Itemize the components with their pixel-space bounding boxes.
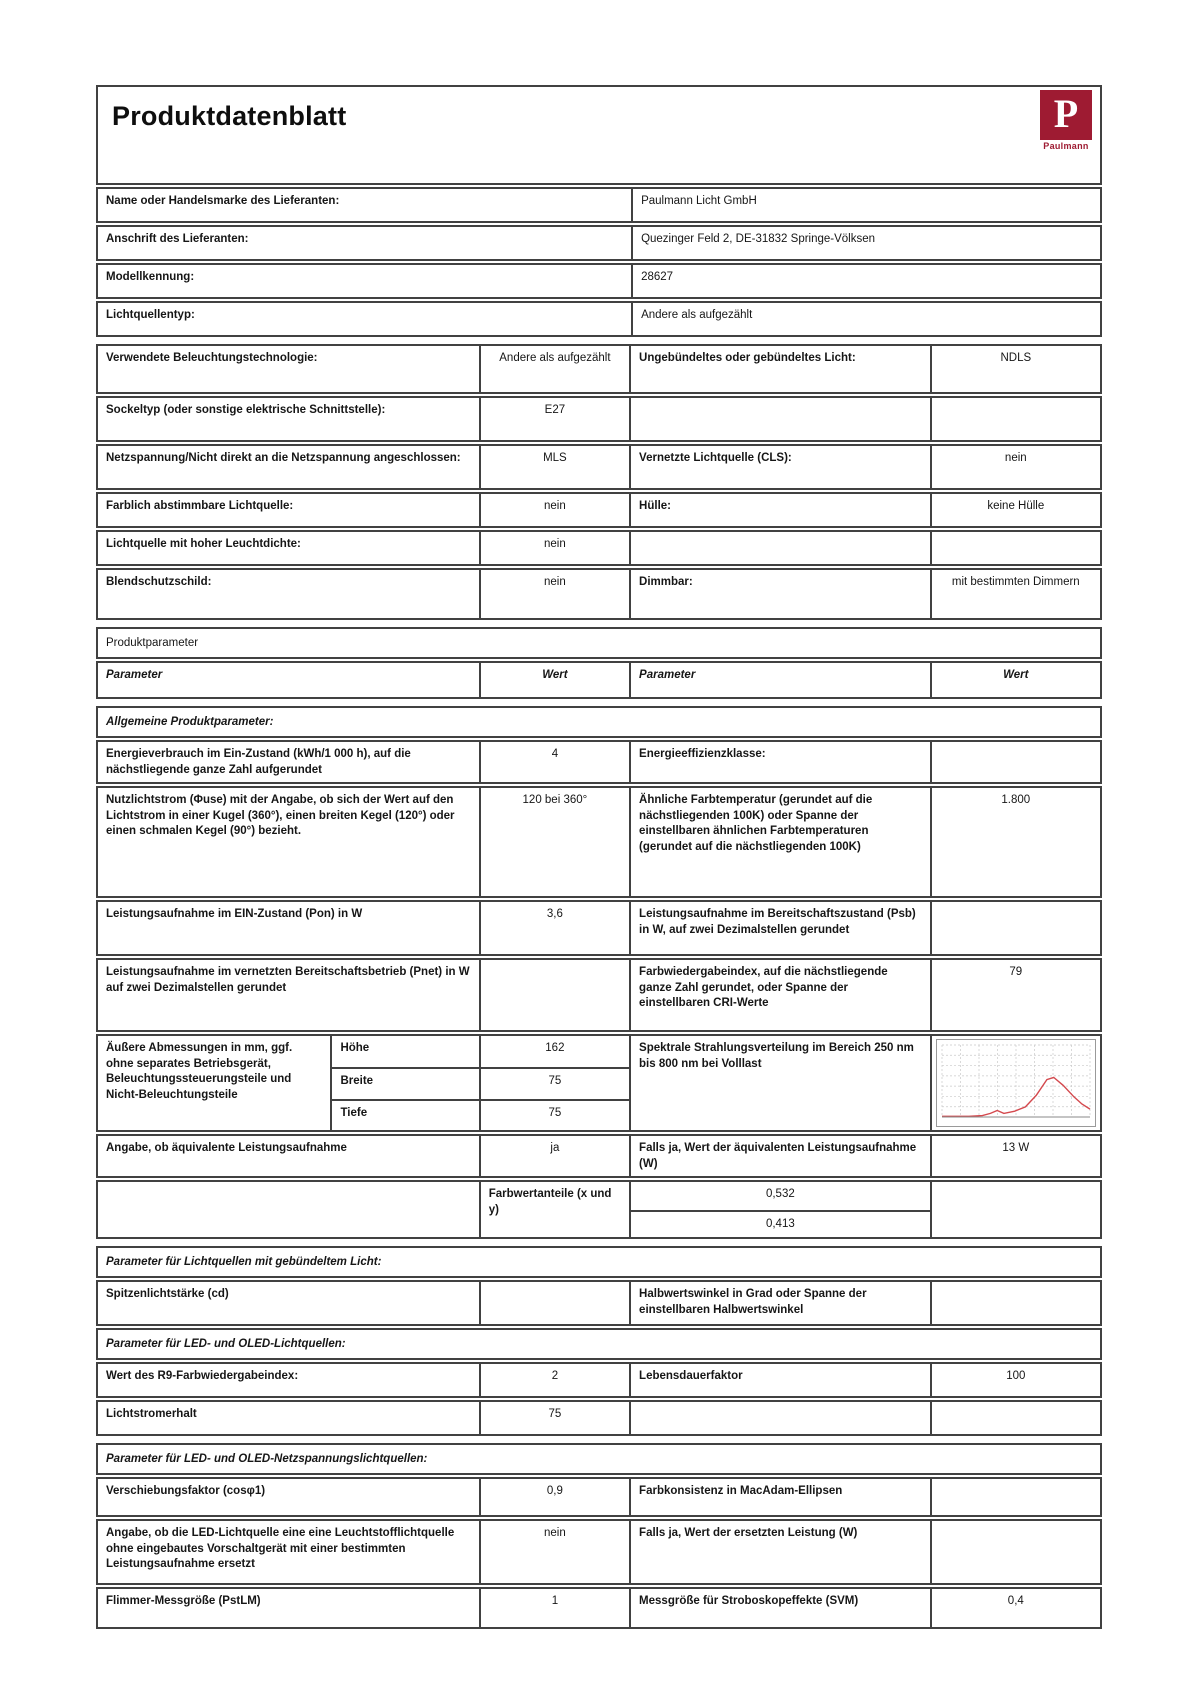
color-tunable-label: Farblich abstimmbare Lichtquelle: bbox=[106, 500, 294, 512]
peak-intensity-value bbox=[479, 1282, 629, 1324]
empty-cell bbox=[98, 1182, 479, 1237]
dimension-names bbox=[330, 1036, 478, 1130]
row-lumen-maintenance bbox=[96, 1400, 1102, 1436]
equivalent-power-label: Falls ja, Wert der äquivalenten Leistungsaufnahme (W) bbox=[629, 1136, 930, 1176]
connected-lightsource-value: nein bbox=[930, 446, 1100, 488]
color-consistency-value bbox=[930, 1479, 1100, 1515]
beam-type-value: NDLS bbox=[930, 346, 1100, 392]
dimmable-label: Dimmbar: bbox=[629, 570, 930, 618]
stroboscopic-label: Messgröße für Stroboskopeffekte (SVM) bbox=[629, 1589, 930, 1627]
band-gebuendeltes-licht: Parameter für Lichtquellen mit gebündeltem Licht: bbox=[96, 1246, 1102, 1278]
mains-label: Netzspannung/Nicht direkt an die Netzspannung angeschlossen: bbox=[106, 452, 461, 464]
replaced-wattage-value bbox=[930, 1521, 1100, 1583]
beam-angle-label: Halbwertswinkel in Grad oder Spanne der einstellbaren Halbwertswinkel bbox=[629, 1282, 930, 1324]
standby-power-label: Leistungsaufnahme im Bereitschaftszustand (Psb) in W, auf zwei Dezimalstellen gerundet bbox=[629, 902, 930, 954]
empty-cell bbox=[930, 1182, 1100, 1237]
paulmann-wordmark: Paulmann bbox=[1043, 141, 1089, 151]
empty-cell bbox=[930, 398, 1100, 440]
paulmann-logo-icon: P bbox=[1040, 90, 1092, 140]
row-energy-consumption bbox=[96, 740, 1102, 784]
dim-hoehe-label: Höhe bbox=[340, 1042, 370, 1055]
socket-value: E27 bbox=[479, 398, 629, 440]
row-flicker bbox=[96, 1587, 1102, 1629]
lifetime-factor-label: Lebensdauerfaktor bbox=[629, 1364, 930, 1396]
network-standby-value bbox=[479, 960, 629, 1030]
energy-consumption-value: 4 bbox=[479, 742, 629, 782]
lifetime-factor-value: 100 bbox=[930, 1364, 1100, 1396]
equivalent-power-claim-label: Angabe, ob äquivalente Leistungsaufnahme bbox=[106, 1142, 347, 1155]
equivalent-power-claim-value: ja bbox=[479, 1136, 629, 1176]
row-r9-index bbox=[96, 1362, 1102, 1398]
dimension-values bbox=[479, 1036, 629, 1130]
dim-tiefe-label: Tiefe bbox=[332, 1099, 478, 1130]
empty-cell bbox=[930, 1402, 1100, 1434]
chromaticity-y-value: 0,413 bbox=[631, 1210, 930, 1238]
supplier-address-label: Anschrift des Lieferanten: bbox=[106, 233, 249, 245]
peak-intensity-label: Spitzenlichtstärke (cd) bbox=[106, 1288, 229, 1301]
power-on-value: 3,6 bbox=[479, 902, 629, 954]
row-power-on bbox=[96, 900, 1102, 956]
energy-class-label: Energieeffizienzklasse: bbox=[629, 742, 930, 782]
row-displacement-factor bbox=[96, 1477, 1102, 1517]
row-supplier-name bbox=[96, 187, 1102, 223]
empty-cell bbox=[629, 1402, 930, 1434]
beam-type-label: Ungebündeltes oder gebündeltes Licht: bbox=[629, 346, 930, 392]
row-network-standby bbox=[96, 958, 1102, 1032]
standby-power-value bbox=[930, 902, 1100, 954]
row-mains bbox=[96, 444, 1102, 490]
dimmable-value: mit bestimmten Dimmern bbox=[930, 570, 1100, 618]
band-led-oled: Parameter für LED- und OLED-Lichtquellen: bbox=[96, 1328, 1102, 1360]
dim-breite-value: 75 bbox=[481, 1067, 629, 1098]
row-useful-luminous-flux bbox=[96, 786, 1102, 898]
technology-value: Andere als aufgezählt bbox=[479, 346, 629, 392]
chromaticity-label: Farbwertanteile (x und y) bbox=[479, 1182, 629, 1237]
empty-cell bbox=[629, 532, 930, 564]
model-id-value: 28627 bbox=[631, 265, 1100, 297]
empty-cell bbox=[629, 398, 930, 440]
dim-tiefe-value: 75 bbox=[481, 1099, 629, 1130]
supplier-name-value: Paulmann Licht GmbH bbox=[631, 189, 1100, 221]
energy-consumption-label: Energieverbrauch im Ein-Zustand (kWh/1 000 h), auf die nächstliegende ganze Zahl aufgerundet bbox=[106, 748, 411, 776]
outer-dimensions-label: Äußere Abmessungen in mm, ggf. ohne separates Betriebsgerät, Beleuchtungssteuerungsteile und Nicht-Beleuchtungsteile bbox=[106, 1042, 293, 1101]
r9-value: 2 bbox=[479, 1364, 629, 1396]
flicker-label: Flimmer-Messgröße (PstLM) bbox=[106, 1595, 261, 1608]
page-title: Produktdatenblatt bbox=[112, 101, 347, 131]
lightsource-type-label: Lichtquellentyp: bbox=[106, 309, 195, 321]
title-box bbox=[96, 85, 1102, 185]
row-peak-intensity bbox=[96, 1280, 1102, 1326]
spectral-distribution-label: Spektrale Strahlungsverteilung im Bereich 250 nm bis 800 nm bei Volllast bbox=[629, 1036, 930, 1130]
band-led-oled-netzspannung: Parameter für LED- und OLED-Netzspannungslichtquellen: bbox=[96, 1443, 1102, 1475]
mains-value: MLS bbox=[479, 446, 629, 488]
stroboscopic-value: 0,4 bbox=[930, 1589, 1100, 1627]
empty-cell bbox=[930, 532, 1100, 564]
row-model-id bbox=[96, 263, 1102, 299]
row-anti-glare bbox=[96, 568, 1102, 620]
r9-label: Wert des R9-Farbwiedergabeindex: bbox=[106, 1370, 299, 1383]
row-param-header bbox=[96, 661, 1102, 699]
anti-glare-value: nein bbox=[479, 570, 629, 618]
lumen-maintenance-value: 75 bbox=[479, 1402, 629, 1434]
row-chromaticity bbox=[96, 1180, 1102, 1239]
header-parameter-2: Parameter bbox=[629, 663, 930, 697]
row-technology bbox=[96, 344, 1102, 394]
header-wert-1: Wert bbox=[479, 663, 629, 697]
envelope-value: keine Hülle bbox=[930, 494, 1100, 526]
chromaticity-values bbox=[629, 1182, 930, 1237]
lightsource-type-value: Andere als aufgezählt bbox=[631, 303, 1100, 335]
high-luminance-value: nein bbox=[479, 532, 629, 564]
cri-label: Farbwiedergabeindex, auf die nächstliegende ganze Zahl gerundet, oder Spanne der einstellbaren CRI-Werte bbox=[629, 960, 930, 1030]
chromaticity-x-value: 0,532 bbox=[765, 1188, 795, 1201]
connected-lightsource-label: Vernetzte Lichtquelle (CLS): bbox=[629, 446, 930, 488]
power-on-label: Leistungsaufnahme im EIN-Zustand (Pon) in W bbox=[106, 908, 363, 921]
paulmann-logo bbox=[1037, 90, 1095, 151]
product-datasheet bbox=[96, 85, 1102, 1629]
cct-label: Ähnliche Farbtemperatur (gerundet auf die nächstliegenden 100K) oder Spanne der einstellbaren ähnlichen Farbtemperaturen (gerundet auf die nächstliegenden 100K) bbox=[629, 788, 930, 896]
fluorescent-replacement-value: nein bbox=[479, 1521, 629, 1583]
color-consistency-label: Farbkonsistenz in MacAdam-Ellipsen bbox=[629, 1479, 930, 1515]
row-high-luminance bbox=[96, 530, 1102, 566]
header-wert-2: Wert bbox=[930, 663, 1100, 697]
dim-hoehe-value: 162 bbox=[545, 1042, 565, 1055]
cct-value: 1.800 bbox=[930, 788, 1100, 896]
supplier-address-value: Quezinger Feld 2, DE-31832 Springe-Völksen bbox=[631, 227, 1100, 259]
useful-flux-value: 120 bei 360° bbox=[479, 788, 629, 896]
spectral-distribution-chart bbox=[930, 1036, 1100, 1130]
header-parameter-1: Parameter bbox=[106, 669, 163, 681]
row-color-tunable bbox=[96, 492, 1102, 528]
socket-label: Sockeltyp (oder sonstige elektrische Schnittstelle): bbox=[106, 404, 386, 416]
network-standby-label: Leistungsaufnahme im vernetzten Bereitschaftsbetrieb (Pnet) in W auf zwei Dezimalstellen gerundet bbox=[106, 966, 470, 994]
envelope-label: Hülle: bbox=[629, 494, 930, 526]
lumen-maintenance-label: Lichtstromerhalt bbox=[106, 1408, 197, 1421]
displacement-factor-value: 0,9 bbox=[479, 1479, 629, 1515]
technology-label: Verwendete Beleuchtungstechnologie: bbox=[106, 352, 318, 364]
useful-flux-label: Nutzlichtstrom (Φuse) mit der Angabe, ob sich der Wert auf den Lichtstrom in einer Kugel (360°), einen breiten Kegel (120°) oder einen schmalen Kegel (90°) bezieht. bbox=[106, 794, 455, 838]
cri-value: 79 bbox=[930, 960, 1100, 1030]
band-produktparameter: Produktparameter bbox=[96, 627, 1102, 659]
row-supplier-address bbox=[96, 225, 1102, 261]
flicker-value: 1 bbox=[479, 1589, 629, 1627]
energy-class-value bbox=[930, 742, 1100, 782]
supplier-name-label: Name oder Handelsmarke des Lieferanten: bbox=[106, 195, 340, 207]
spectral-chart-svg bbox=[936, 1039, 1096, 1127]
beam-angle-value bbox=[930, 1282, 1100, 1324]
row-dimensions-spectrum bbox=[96, 1034, 1102, 1132]
anti-glare-label: Blendschutzschild: bbox=[106, 576, 212, 588]
row-fluorescent-replacement bbox=[96, 1519, 1102, 1585]
high-luminance-label: Lichtquelle mit hoher Leuchtdichte: bbox=[106, 538, 301, 550]
replaced-wattage-label: Falls ja, Wert der ersetzten Leistung (W) bbox=[629, 1521, 930, 1583]
fluorescent-replacement-label: Angabe, ob die LED-Lichtquelle eine eine Leuchtstofflichtquelle ohne eingebautes Vorschaltgerät mit einer bestimmten Leistungsaufnahme ersetzt bbox=[106, 1527, 455, 1571]
row-lightsource-type bbox=[96, 301, 1102, 337]
band-allgemeine-produktparameter: Allgemeine Produktparameter: bbox=[96, 706, 1102, 738]
color-tunable-value: nein bbox=[479, 494, 629, 526]
row-socket bbox=[96, 396, 1102, 442]
dim-breite-label: Breite bbox=[332, 1067, 478, 1098]
row-equivalent-power bbox=[96, 1134, 1102, 1178]
equivalent-power-value: 13 W bbox=[930, 1136, 1100, 1176]
displacement-factor-label: Verschiebungsfaktor (cosφ1) bbox=[106, 1485, 266, 1498]
model-id-label: Modellkennung: bbox=[106, 271, 195, 283]
